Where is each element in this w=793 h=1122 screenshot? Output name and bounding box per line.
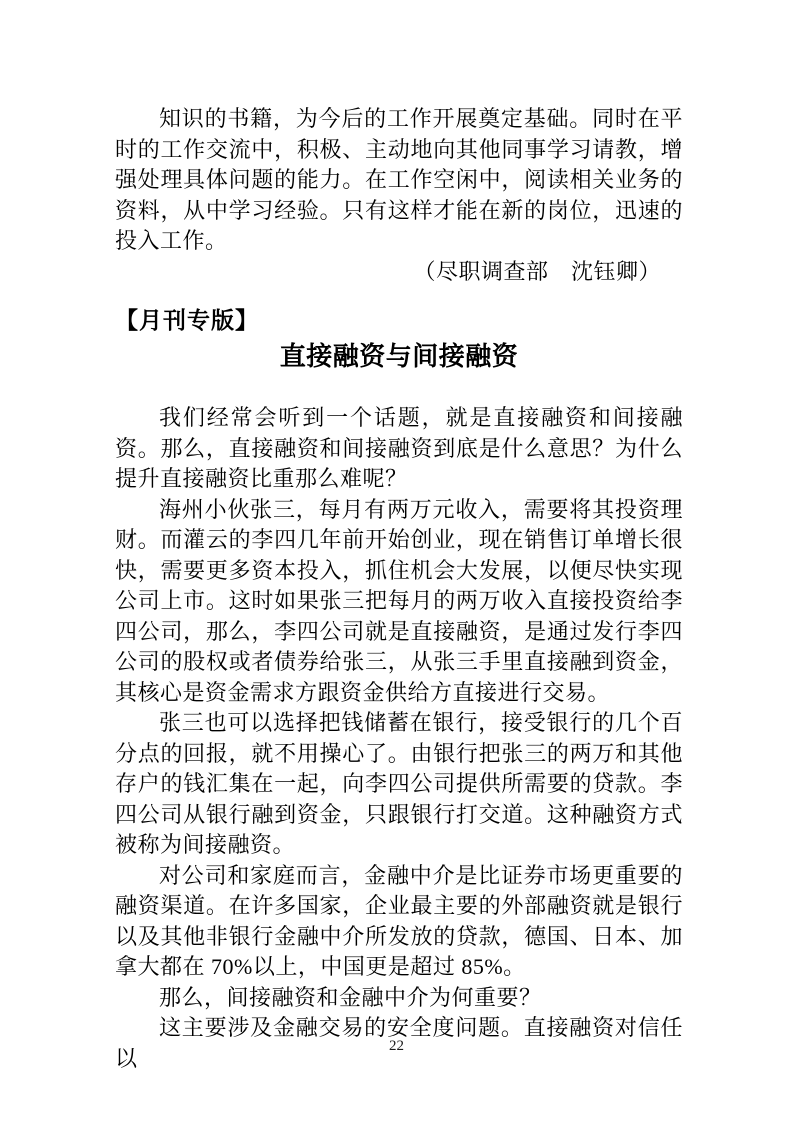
- page-footer: [0, 1036, 793, 1056]
- page-content: [115, 104, 683, 1074]
- page-number: 22: [389, 1038, 404, 1054]
- article-paragraph: 海州小伙张三，每月有两万元收入，需要将其投资理财。而灌云的李四几年前开始创业，现在销售订单增长很快，需要更多资本投入，抓住机会大发展，以便尽快实现公司上市。这时如果张三把每月的两万收入直接投资给李四公司，那么，李四公司就是直接融资，是通过发行李四公司的股权或者债券给张三，从张三手里直接融到资金，其核心是资金需求方跟资金供给方直接进行交易。: [115, 496, 683, 705]
- article-paragraph: 这主要涉及金融交易的安全度问题。直接融资对信任以: [115, 1015, 683, 1071]
- article-body: [115, 403, 683, 1074]
- article-paragraph: 我们经常会听到一个话题，就是直接融资和间接融资。那么，直接融资和间接融资到底是什么意思？为什么提升直接融资比重那么难呢？: [115, 405, 683, 491]
- article-paragraph: 对公司和家庭而言，金融中介是比证券市场更重要的融资渠道。在许多国家，企业最主要的外部融资就是银行以及其他非银行金融中介所发放的贷款，德国、日本、加拿大都在 70%以上，中国更是超过 85%。: [115, 862, 683, 979]
- article-paragraph: 那么，间接融资和金融中介为何重要？: [159, 984, 542, 1010]
- article-paragraph: 张三也可以选择把钱储蓄在银行，接受银行的几个百分点的回报，就不用操心了。由银行把张三的两万和其他存户的钱汇集在一起，向李四公司提供所需要的贷款。李四公司从银行融到资金，只跟银行打交道。这种融资方式被称为间接融资。: [115, 710, 683, 857]
- prev-article-closing-paragraph: 知识的书籍，为今后的工作开展奠定基础。同时在平时的工作交流中，积极、主动地向其他同事学习请教，增强处理具体问题的能力。在工作空闲中，阅读相关业务的资料，从中学习经验。只有这样才能在新的岗位，迅速的投入工作。: [115, 106, 683, 253]
- section-header: 【月刊专版】: [115, 308, 259, 333]
- article-title: 直接融资与间接融资: [279, 341, 519, 371]
- attribution-line: （尽职调查部 沈钰卿）: [413, 258, 661, 284]
